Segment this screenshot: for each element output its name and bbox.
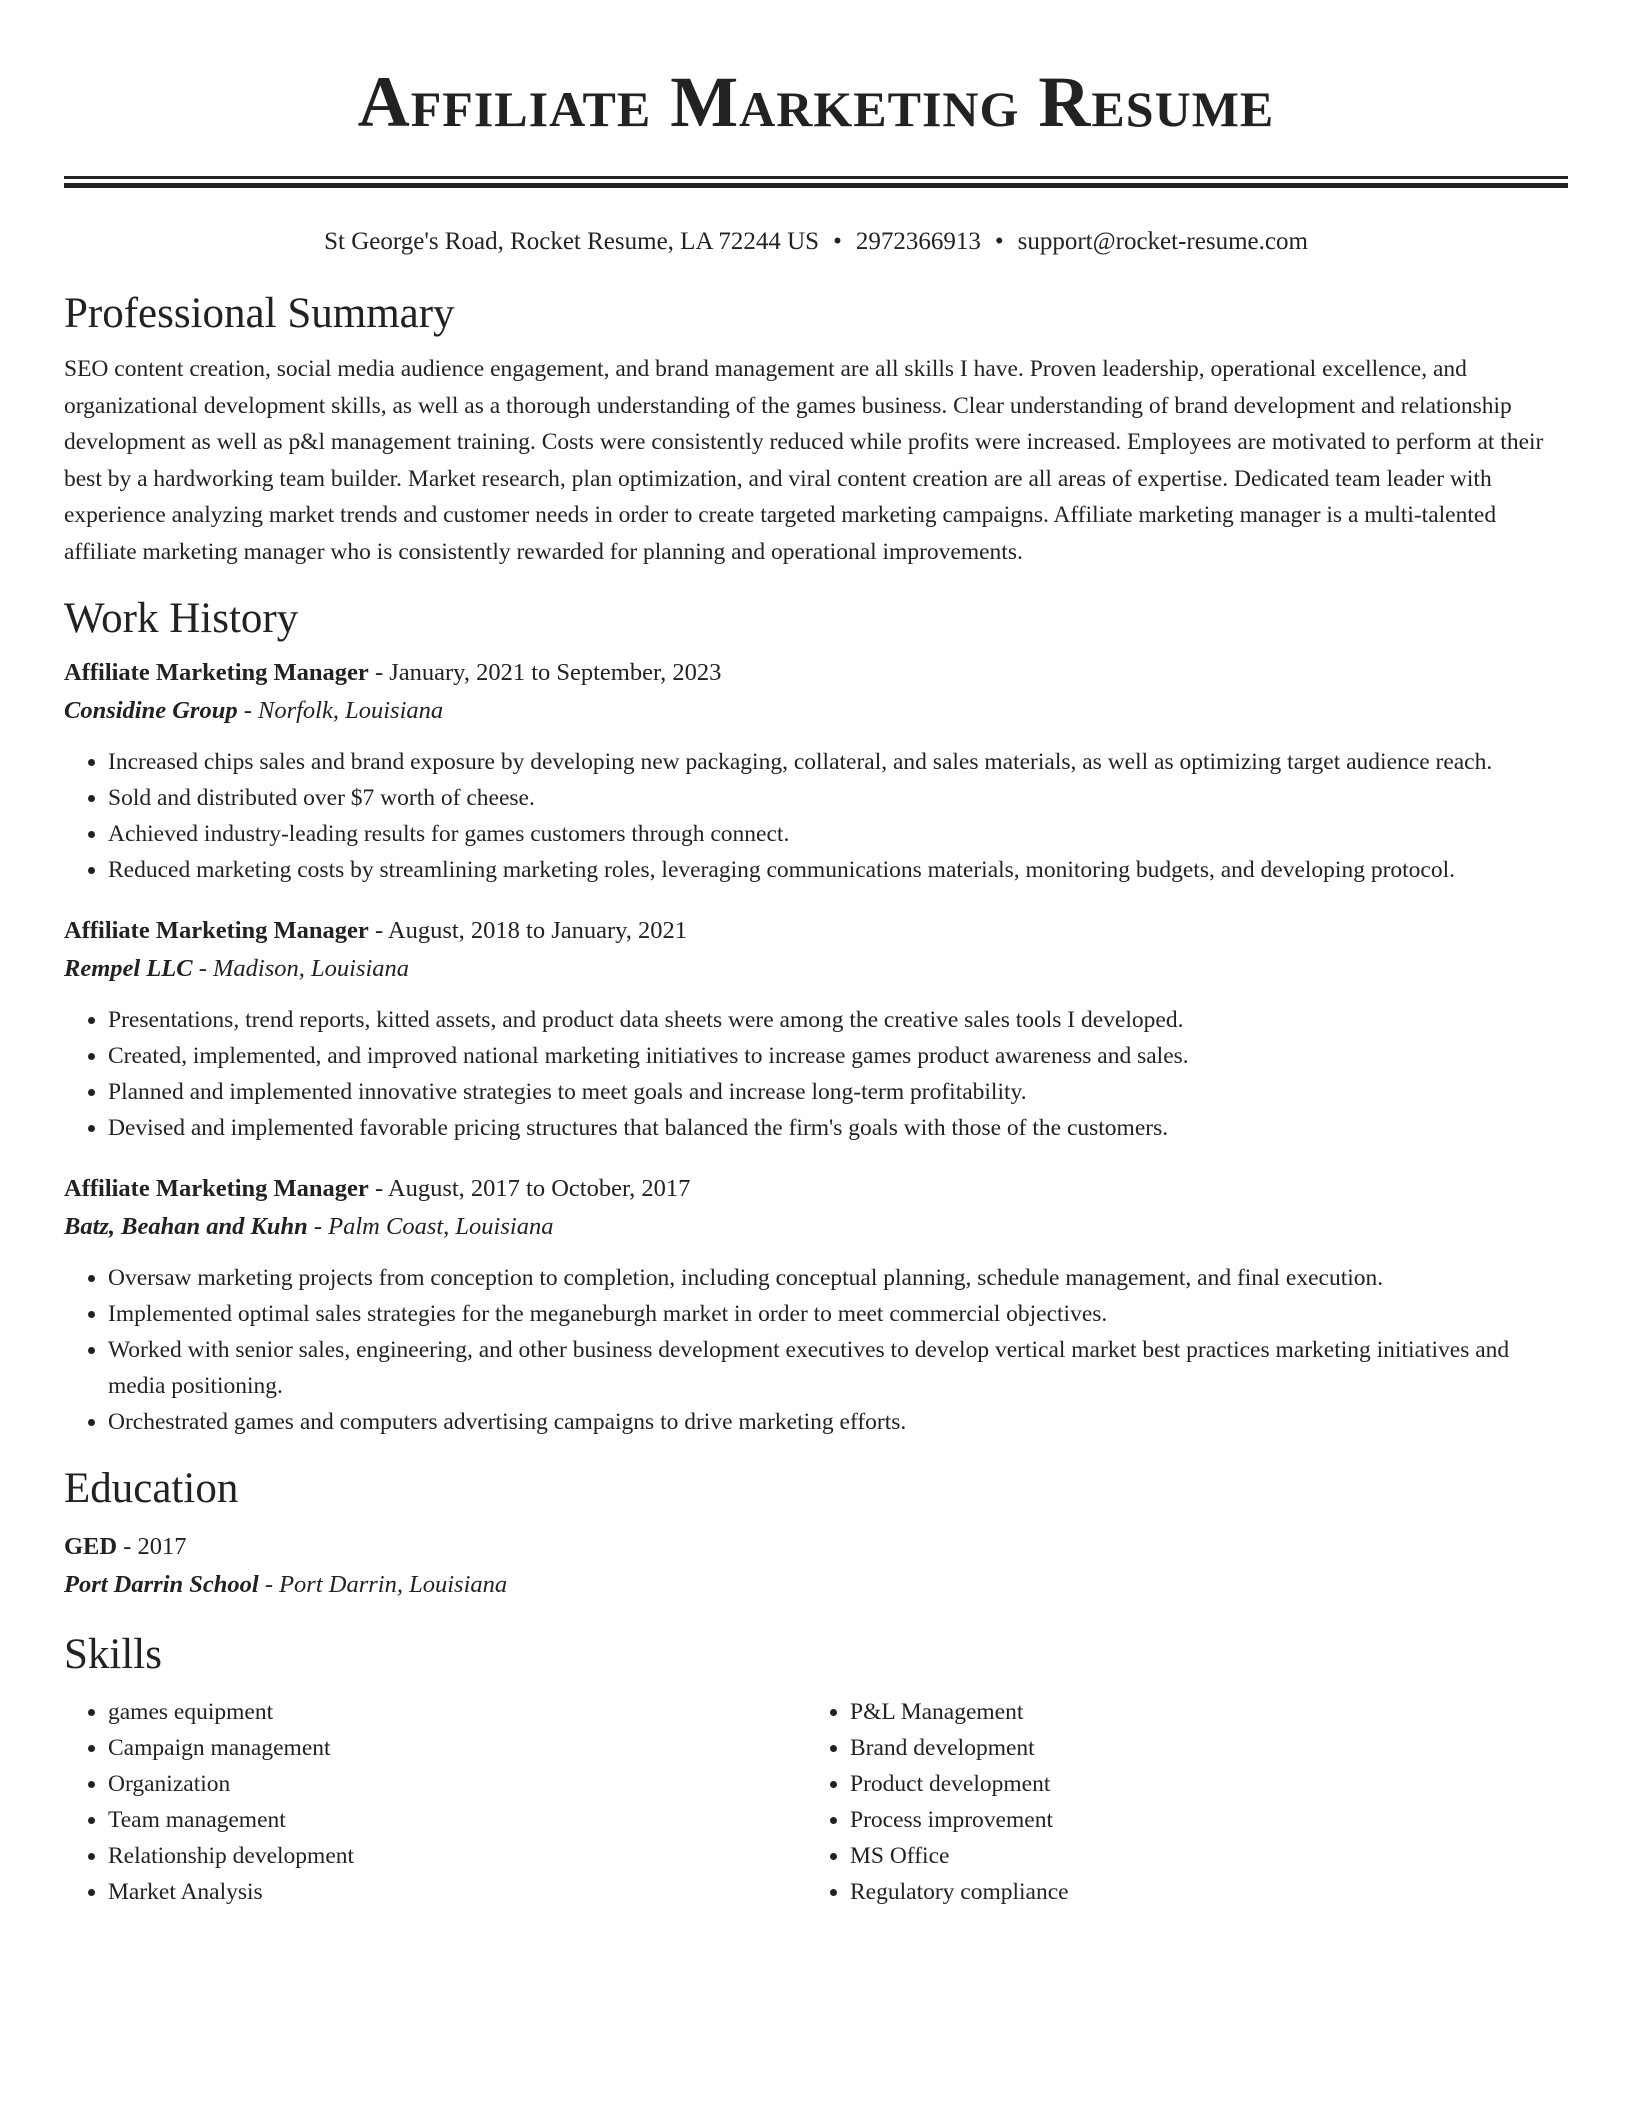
job-entry xyxy=(64,1170,1568,1440)
list-item: • Reduced marketing costs by streamlining marketing roles, leveraging communications materials, monitoring budgets, and developing protocol. xyxy=(108,852,1568,888)
contact-phone: 2972366913 xyxy=(855,228,981,255)
job-bullets xyxy=(64,1002,1568,1146)
company-name: Rempel LLC xyxy=(64,955,193,982)
company-line xyxy=(64,950,1568,988)
job-title-line xyxy=(64,1170,1568,1208)
list-item: • Sold and distributed over $7 worth of cheese. xyxy=(108,780,1568,816)
job-dates: - August, 2017 to October, 2017 xyxy=(368,1175,691,1202)
list-item: • P&L Management xyxy=(850,1694,1548,1730)
list-item: • Regulatory compliance xyxy=(850,1874,1548,1910)
list-item: • Organization xyxy=(108,1766,806,1802)
list-item: • Worked with senior sales, engineering, and other business development executives to develop vertical market best practices marketing initiatives and media positioning. xyxy=(108,1332,1568,1404)
job-title: Affiliate Marketing Manager xyxy=(64,917,369,944)
work-history-section xyxy=(64,592,1568,1440)
list-item: • Achieved industry-leading results for games customers through connect. xyxy=(108,816,1568,852)
school-name: Port Darrin School xyxy=(64,1571,259,1598)
list-item: • Process improvement xyxy=(850,1802,1548,1838)
job-entry xyxy=(64,654,1568,888)
job-dates: - January, 2021 to September, 2023 xyxy=(368,659,722,686)
list-item: • games equipment xyxy=(108,1694,806,1730)
education-entry xyxy=(64,1528,1568,1604)
divider-line-thick xyxy=(64,183,1568,188)
company-name: Considine Group xyxy=(64,697,238,724)
company-line xyxy=(64,1208,1568,1246)
job-title: Affiliate Marketing Manager xyxy=(64,659,369,686)
company-location: - Madison, Louisiana xyxy=(192,955,410,982)
list-item: • Orchestrated games and computers advertising campaigns to drive marketing efforts. xyxy=(108,1404,1568,1440)
list-item: • Oversaw marketing projects from conception to completion, including conceptual planning, schedule management, and final execution. xyxy=(108,1260,1568,1296)
job-entry xyxy=(64,912,1568,1146)
list-item: • MS Office xyxy=(850,1838,1548,1874)
list-item: • Planned and implemented innovative strategies to meet goals and increase long-term profitability. xyxy=(108,1074,1568,1110)
education-section xyxy=(64,1462,1568,1604)
skills-list-left xyxy=(64,1694,806,1910)
skills-heading: Skills xyxy=(64,1631,162,1678)
list-item: • Created, implemented, and improved national marketing initiatives to increase games product awareness and sales. xyxy=(108,1038,1568,1074)
list-item: • Brand development xyxy=(850,1730,1548,1766)
job-bullets xyxy=(64,744,1568,888)
company-location: - Norfolk, Louisiana xyxy=(237,697,444,724)
job-title-line xyxy=(64,654,1568,692)
list-item: • Devised and implemented favorable pricing structures that balanced the firm's goals with those of the customers. xyxy=(108,1110,1568,1146)
school-location: - Port Darrin, Louisiana xyxy=(258,1571,508,1598)
list-item: • Product development xyxy=(850,1766,1548,1802)
list-item: • Market Analysis xyxy=(108,1874,806,1910)
education-heading: Education xyxy=(64,1465,239,1512)
page-title: Affiliate Marketing Resume xyxy=(357,62,1275,142)
degree-name: GED xyxy=(64,1533,118,1560)
summary-section xyxy=(64,287,1568,570)
list-item: • Increased chips sales and brand exposure by developing new packaging, collateral, and sales materials, as well as optimizing target audience reach. xyxy=(108,744,1568,780)
contact-email: support@rocket-resume.com xyxy=(1017,228,1308,255)
summary-heading: Professional Summary xyxy=(64,290,455,337)
contact-separator: • xyxy=(994,228,1004,255)
list-item: • Team management xyxy=(108,1802,806,1838)
job-dates: - August, 2018 to January, 2021 xyxy=(368,917,688,944)
degree-line xyxy=(64,1528,1568,1566)
contact-separator: • xyxy=(833,228,842,255)
job-bullets xyxy=(64,1260,1568,1440)
company-location: - Palm Coast, Louisiana xyxy=(307,1213,554,1240)
list-item: • Campaign management xyxy=(108,1730,806,1766)
job-title: Affiliate Marketing Manager xyxy=(64,1175,369,1202)
list-item: • Implemented optimal sales strategies for the meganeburgh market in order to meet commercial objectives. xyxy=(108,1296,1568,1332)
contact-info xyxy=(64,225,1568,259)
school-line xyxy=(64,1566,1568,1604)
skills-list-right xyxy=(806,1694,1548,1910)
summary-text: SEO content creation, social media audience engagement, and brand management are all skills I have. Proven leadership, operational excellence, and organizational development skills, as well as a thorough understanding of the games business. Clear understanding of brand development and relationship development as well as p&l management training. Costs were consistently reduced while profits were increased. Employees are motivated to perform at their best by a hardworking team builder. Market research, plan optimization, and viral content creation are all areas of expertise. Dedicated team leader with experience analyzing market trends and customer needs in order to create targeted marketing campaigns. Affiliate marketing manager is a multi-talented affiliate marketing manager who is consistently rewarded for planning and operational improvements. xyxy=(64,356,1544,565)
header-divider xyxy=(64,176,1568,188)
skills-columns xyxy=(64,1694,1568,1910)
skills-section xyxy=(64,1628,1568,1910)
company-line xyxy=(64,692,1568,730)
job-title-line xyxy=(64,912,1568,950)
contact-address: St George's Road, Rocket Resume, LA 72244 US xyxy=(324,228,820,255)
work-history-heading: Work History xyxy=(64,595,299,642)
divider-line-thin xyxy=(64,176,1568,179)
list-item: • Presentations, trend reports, kitted assets, and product data sheets were among the creative sales tools I developed. xyxy=(108,1002,1568,1038)
company-name: Batz, Beahan and Kuhn xyxy=(64,1213,308,1240)
list-item: • Relationship development xyxy=(108,1838,806,1874)
degree-year: - 2017 xyxy=(117,1533,187,1560)
